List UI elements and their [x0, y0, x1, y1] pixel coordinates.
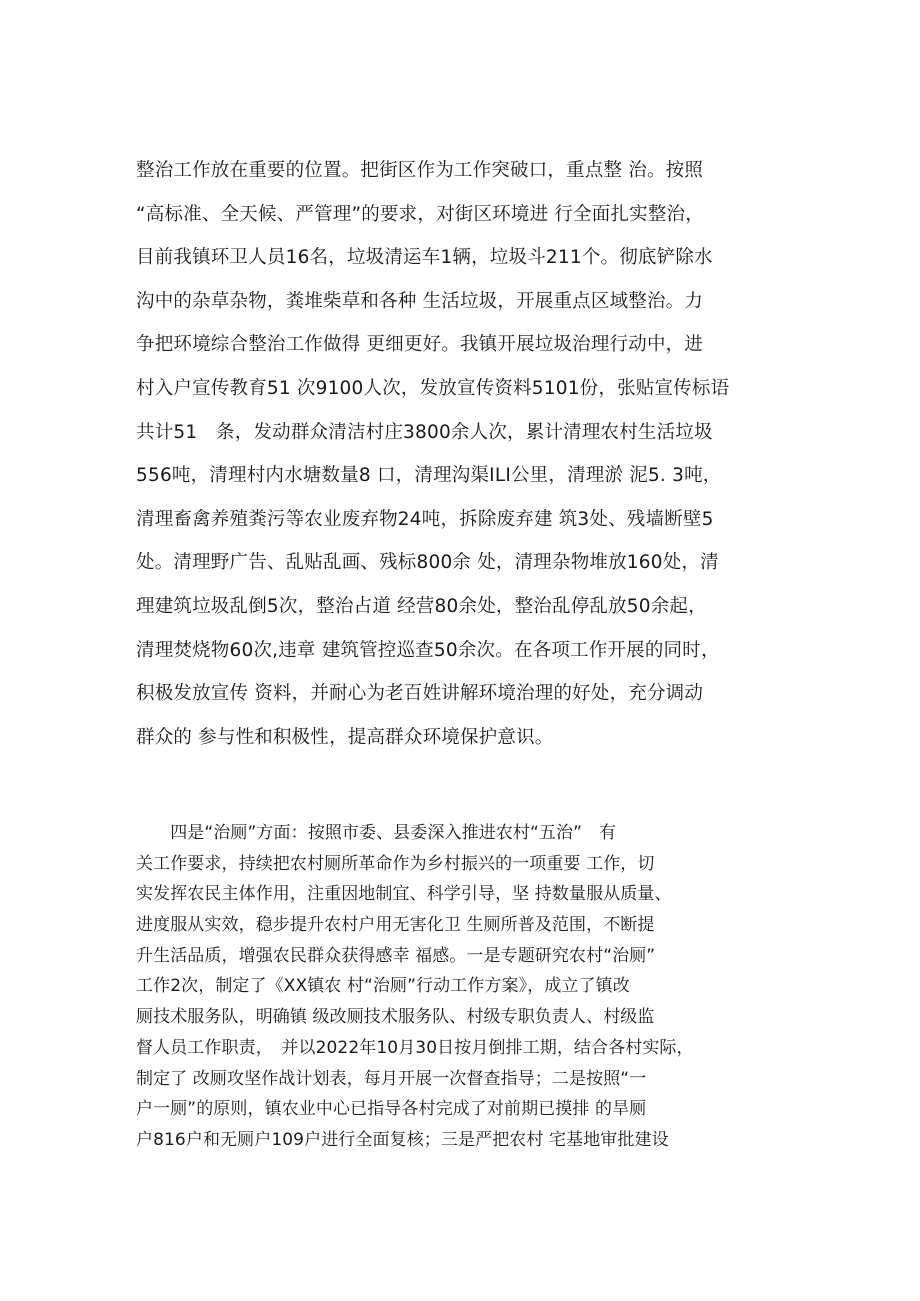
text-line: 关工作要求，持续把农村厕所革命作为乡村振兴的一项重要 工作，切: [136, 853, 655, 874]
text-line: 整治工作放在重要的位置。把街区作为工作突破口，重点整 治。按照: [136, 160, 704, 181]
text-line: 工作2次，制定了《XX镇农 村“治厕”行动工作方案》，成立了镇改: [136, 976, 630, 997]
text-line: 清理焚烧物60次,违章 建筑管控巡查50余次。在各项工作开展的同时，: [136, 639, 720, 661]
paragraph-environment-remediation: [136, 149, 796, 759]
text-line: 厕技术服务队，明确镇 级改厕技术服务队、村级专职负责人、村级监: [136, 1007, 655, 1028]
text-line: 理建筑垃圾乱倒5次，整治占道 经营80余处，整治乱停乱放50余起，: [136, 595, 707, 617]
text-line: 556吨，清理村内水塘数量8 口，清理沟渠ILI公里，清理淤 泥5. 3吨，: [136, 465, 722, 487]
text-line: 积极发放宣传 资料，并耐心为老百姓讲解环境治理的好处，充分调动: [136, 683, 704, 705]
text-line: 共计51 条，发动群众清洁村庄3800余人次，累计清理农村生活垃圾: [136, 421, 713, 443]
text-line: 户816户和无厕户109户进行全面复核；三是严把农村 宅基地审批建设: [136, 1129, 669, 1150]
text-line: 村入户宣传教育51 次9100人次，发放宣传资料5101份，张贴宣传标语: [136, 377, 730, 399]
text-line: 实发挥农民主体作用，注重因地制宜、科学引导，坚 持数量服从质量、: [136, 884, 672, 905]
text-line: 处。清理野广告、乱贴乱画、残标800余 处，清理杂物堆放160处，清: [136, 552, 719, 574]
text-line: 群众的 参与性和积极性，提高群众环境保护意识。: [136, 726, 554, 748]
text-line: 四是“治厕”方面：按照市委、县委深入推进农村“五治” 有: [136, 823, 617, 843]
text-line: 制定了 改厕攻坚作战计划表，每月开展一次督查指导；二是按照“一: [136, 1068, 647, 1089]
text-line: 清理畜禽养殖粪污等农业废弃物24吨，拆除废弃建 筑3处、残墙断壁5: [136, 508, 714, 530]
paragraph-toilet-governance: [136, 818, 796, 1156]
text-line: 升生活品质，增强农民群众获得感幸 福感。一是专题研究农村“治厕”: [136, 945, 656, 966]
text-line: 督人员工作职责， 并以2022年10月30日按月倒排工期，结合各村实际，: [136, 1037, 694, 1058]
text-line: 目前我镇环卫人员16名，垃圾清运车1辆，垃圾斗211个。彻底铲除水: [136, 247, 713, 269]
text-line: 户一厕”的原则，镇农业中心已指导各村完成了对前期已摸排 的旱厕: [136, 1099, 647, 1120]
text-line: 沟中的杂草杂物，粪堆柴草和各种 生活垃圾，开展重点区域整治。力: [136, 290, 704, 312]
text-line: “高标准、全天候、严管理”的要求，对街区环境进 行全面扎实整治，: [136, 203, 704, 225]
text-line: 进度服从实效，稳步提升农村户用无害化卫 生厕所普及范围，不断提: [136, 915, 655, 936]
text-line: 争把环境综合整治工作做得 更细更好。我镇开展垃圾治理行动中，进: [136, 334, 704, 356]
